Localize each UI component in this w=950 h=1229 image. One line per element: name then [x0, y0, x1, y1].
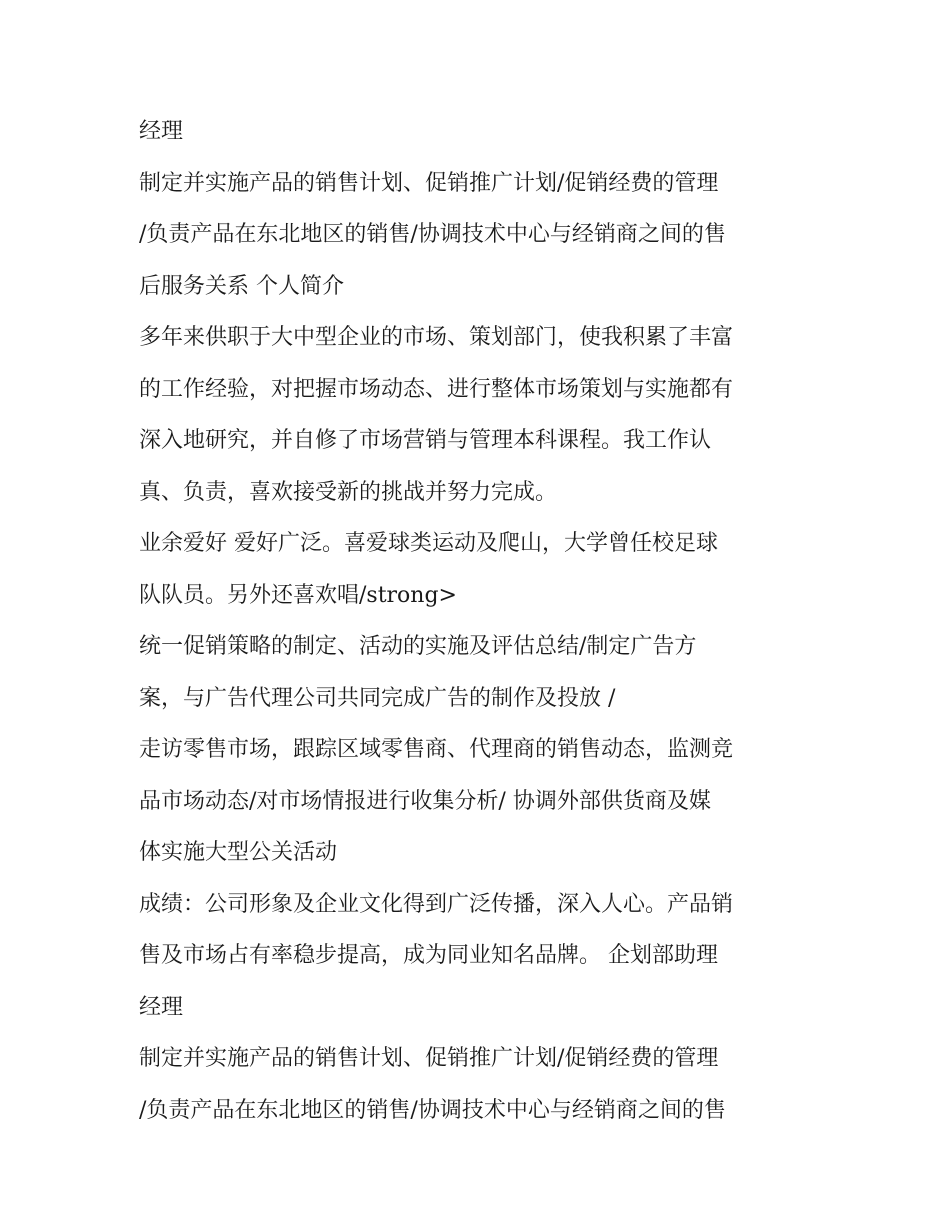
text-line: 品市场动态/对市场情报进行收集分析/ 协调外部供货商及媒 [139, 788, 711, 814]
text-line: 案，与广告代理公司共同完成广告的制作及投放 / [139, 685, 616, 711]
text-line: 制定并实施产品的销售计划、促销推广计划/促销经费的管理 [139, 1046, 719, 1071]
text-line: 多年来供职于大中型企业的市场、策划部门，使我积累了丰富 [139, 325, 734, 350]
text-line: 的工作经验，对把握市场动态、进行整体市场策划与实施都有 [139, 376, 734, 402]
text-line: 体实施大型公关活动 [139, 840, 338, 865]
text-line: 经理 [139, 119, 184, 144]
text-line: 成绩：公司形象及企业文化得到广泛传播，深入人心。产品销 [139, 891, 734, 917]
text-line: 业余爱好 爱好广泛。喜爱球类运动及爬山，大学曾任校足球 [139, 531, 718, 556]
text-line: 深入地研究，并自修了市场营销与管理本科课程。我工作认 [139, 428, 712, 453]
text-line: /负责产品在东北地区的销售/协调技术中心与经销商之间的售 [139, 1097, 726, 1123]
text-line: 制定并实施产品的销售计划、促销推广计划/促销经费的管理 [139, 170, 719, 196]
text-line: 后服务关系 个人简介 [139, 273, 344, 299]
text-line: 统一促销策略的制定、活动的实施及评估总结/制定广告方 [139, 634, 697, 659]
text-line: 售及市场占有率稳步提高，成为同业知名品牌。 企划部助理 [139, 943, 718, 968]
text-line: /负责产品在东北地区的销售/协调技术中心与经销商之间的售 [139, 222, 726, 247]
text-line: 真、负责，喜欢接受新的挑战并努力完成。 [139, 479, 558, 505]
text-line: 经理 [139, 994, 184, 1020]
text-line: 走访零售市场，跟踪区域零售商、代理商的销售动态，监测竞 [139, 737, 734, 762]
text-line: 队队员。另外还喜欢唱/strong> [139, 582, 457, 608]
body-text [139, 106, 819, 1136]
